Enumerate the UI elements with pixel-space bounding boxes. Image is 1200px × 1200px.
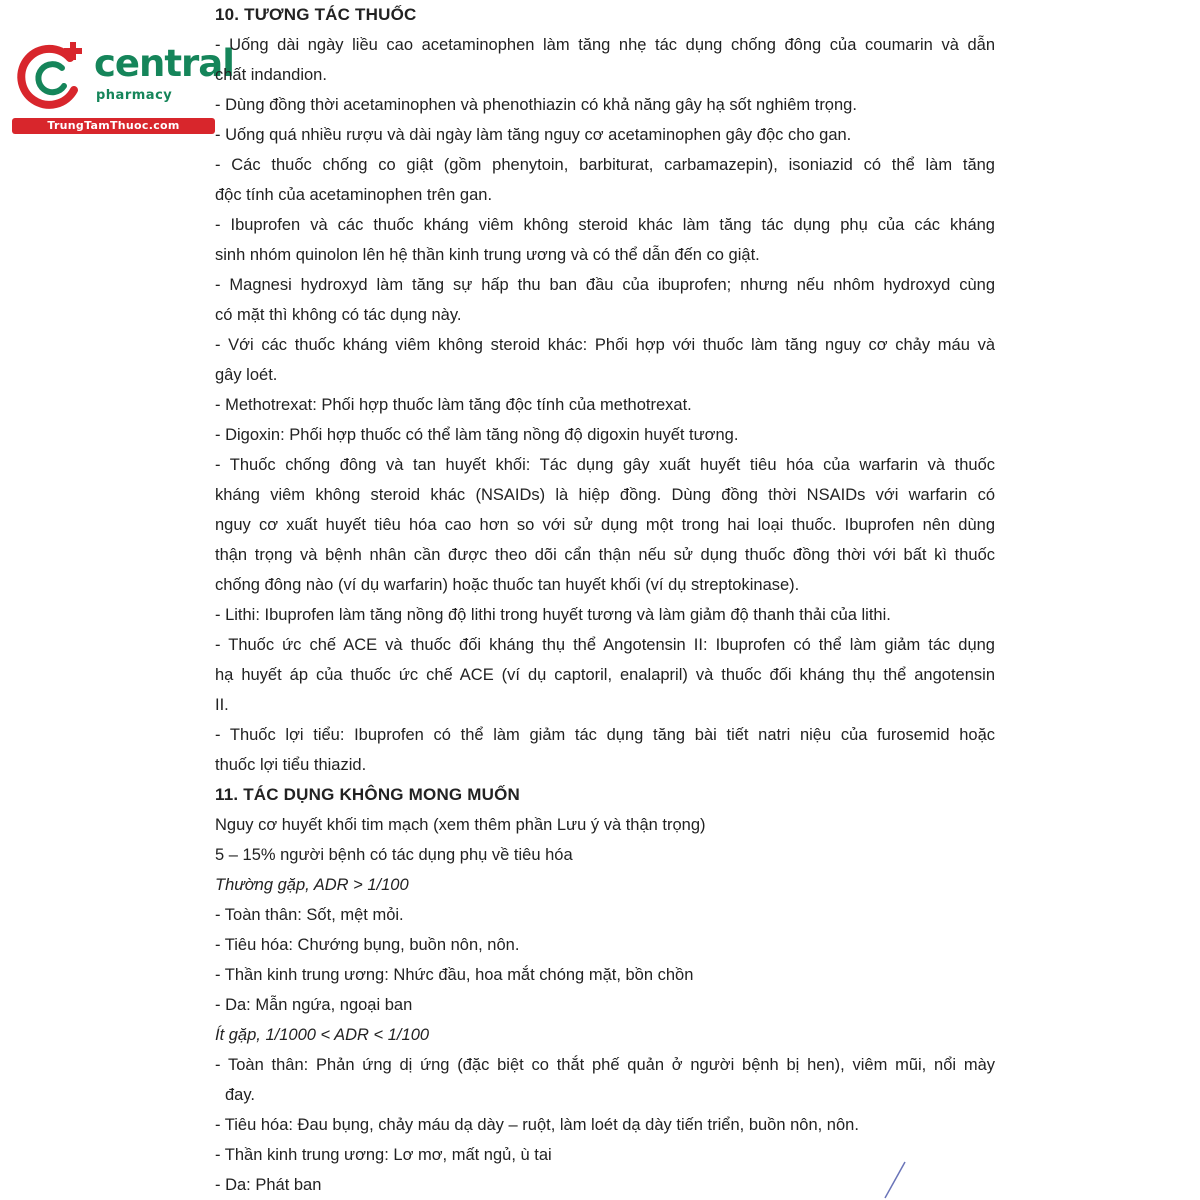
list-item: - Toàn thân: Sốt, mệt mỏi.	[215, 906, 404, 924]
central-logo-icon	[14, 40, 88, 114]
text-line: - Với các thuốc kháng viêm không steroid khác: Phối hợp với thuốc làm tăng nguy cơ chảy máu và	[215, 336, 995, 354]
logo-website: TrungTamThuoc.com	[12, 118, 215, 134]
text-line: - Dùng đồng thời acetaminophen và phenothiazin có khả năng gây hạ sốt nghiêm trọng.	[215, 96, 857, 114]
text-line: nguy cơ xuất huyết tiêu hóa cao hơn so với sử dụng một trong hai loại thuốc. Ibuprofen nên dùng	[215, 516, 995, 534]
text-line: II.	[215, 696, 229, 714]
text-line: - Uống quá nhiều rượu và dài ngày làm tăng nguy cơ acetaminophen gây độc cho gan.	[215, 126, 852, 144]
list-item: - Tiêu hóa: Đau bụng, chảy máu dạ dày – ruột, làm loét dạ dày tiến triển, buồn nôn, nôn.	[215, 1116, 859, 1134]
text-line: - Thuốc lợi tiểu: Ibuprofen có thể làm giảm tác dụng tăng bài tiết natri niệu của furosemid hoặc	[215, 726, 995, 744]
list-item: - Da: Phát ban	[215, 1176, 322, 1194]
text-line: - Ibuprofen và các thuốc kháng viêm không steroid khác làm tăng tác dụng phụ của các kháng	[215, 216, 995, 234]
frequency-label-uncommon: Ít gặp, 1/1000 < ADR < 1/100	[215, 1026, 430, 1044]
text-line: - Thuốc ức chế ACE và thuốc đối kháng thụ thể Angotensin II: Ibuprofen có thể làm giảm tác dụng	[215, 636, 995, 654]
text-line: - Magnesi hydroxyd làm tăng sự hấp thu ban đầu của ibuprofen; nhưng nếu nhôm hydroxyd cùng	[215, 276, 995, 294]
text-line: thận trọng và bệnh nhân cần được theo dõi cẩn thận nếu sử dụng thuốc đồng thời với bất kì thuốc	[215, 546, 995, 564]
list-item: - Da: Mẫn ngứa, ngoại ban	[215, 996, 413, 1014]
pen-stroke-mark	[875, 1160, 915, 1200]
text-line: có mặt thì không có tác dụng này.	[215, 306, 462, 324]
document-page	[215, 0, 995, 1200]
section-11-heading: 11. TÁC DỤNG KHÔNG MONG MUỐN	[215, 785, 521, 804]
text-line: - Thuốc chống đông và tan huyết khối: Tác dụng gây xuất huyết tiêu hóa của warfarin và thuốc	[215, 456, 995, 474]
text-line: Nguy cơ huyết khối tim mạch (xem thêm phần Lưu ý và thận trọng)	[215, 816, 706, 834]
text-line: - Các thuốc chống co giật (gồm phenytoin, barbiturat, carbamazepin), isoniazid có thể làm tăng	[215, 156, 995, 174]
text-line: - Digoxin: Phối hợp thuốc có thể làm tăng nồng độ digoxin huyết tương.	[215, 426, 739, 444]
text-line: - Methotrexat: Phối hợp thuốc làm tăng độc tính của methotrexat.	[215, 396, 692, 414]
frequency-label-common: Thường gặp, ADR > 1/100	[215, 876, 409, 894]
text-line: thuốc lợi tiểu thiazid.	[215, 756, 367, 774]
logo-brand: central	[94, 42, 234, 85]
text-line: hạ huyết áp của thuốc ức chế ACE (ví dụ captoril, enalapril) và thuốc đối kháng thụ thể angotensin	[215, 666, 995, 684]
text-line: - Lithi: Ibuprofen làm tăng nồng độ lithi trong huyết tương và làm giảm độ thanh thải của lithi.	[215, 606, 891, 624]
text-line: gây loét.	[215, 366, 278, 384]
text-line: 5 – 15% người bệnh có tác dụng phụ về tiêu hóa	[215, 846, 573, 864]
list-item: đay.	[225, 1086, 255, 1104]
text-line: chất indandion.	[215, 66, 327, 84]
section-10-heading: 10. TƯƠNG TÁC THUỐC	[215, 5, 417, 24]
text-line: kháng viêm không steroid khác (NSAIDs) là hiệp đồng. Dùng đồng thời NSAIDs với warfarin có	[215, 486, 995, 504]
list-item: - Toàn thân: Phản ứng dị ứng (đặc biệt co thắt phế quản ở người bệnh bị hen), viêm mũi, nổi mày	[215, 1056, 995, 1074]
list-item: - Thần kinh trung ương: Lơ mơ, mất ngủ, ù tai	[215, 1146, 552, 1164]
text-line: chống đông nào (ví dụ warfarin) hoặc thuốc tan huyết khối (ví dụ streptokinase).	[215, 576, 800, 594]
text-line: sinh nhóm quinolon lên hệ thần kinh trung ương và có thể dẫn đến co giật.	[215, 246, 760, 264]
central-pharmacy-logo	[8, 36, 234, 136]
text-line: - Uống dài ngày liều cao acetaminophen làm tăng nhẹ tác dụng chống đông của coumarin và dẫn	[215, 36, 995, 54]
text-line: độc tính của acetaminophen trên gan.	[215, 186, 493, 204]
logo-subtitle: pharmacy	[96, 88, 173, 103]
list-item: - Thần kinh trung ương: Nhức đầu, hoa mắt chóng mặt, bồn chồn	[215, 966, 694, 984]
list-item: - Tiêu hóa: Chướng bụng, buồn nôn, nôn.	[215, 936, 520, 954]
